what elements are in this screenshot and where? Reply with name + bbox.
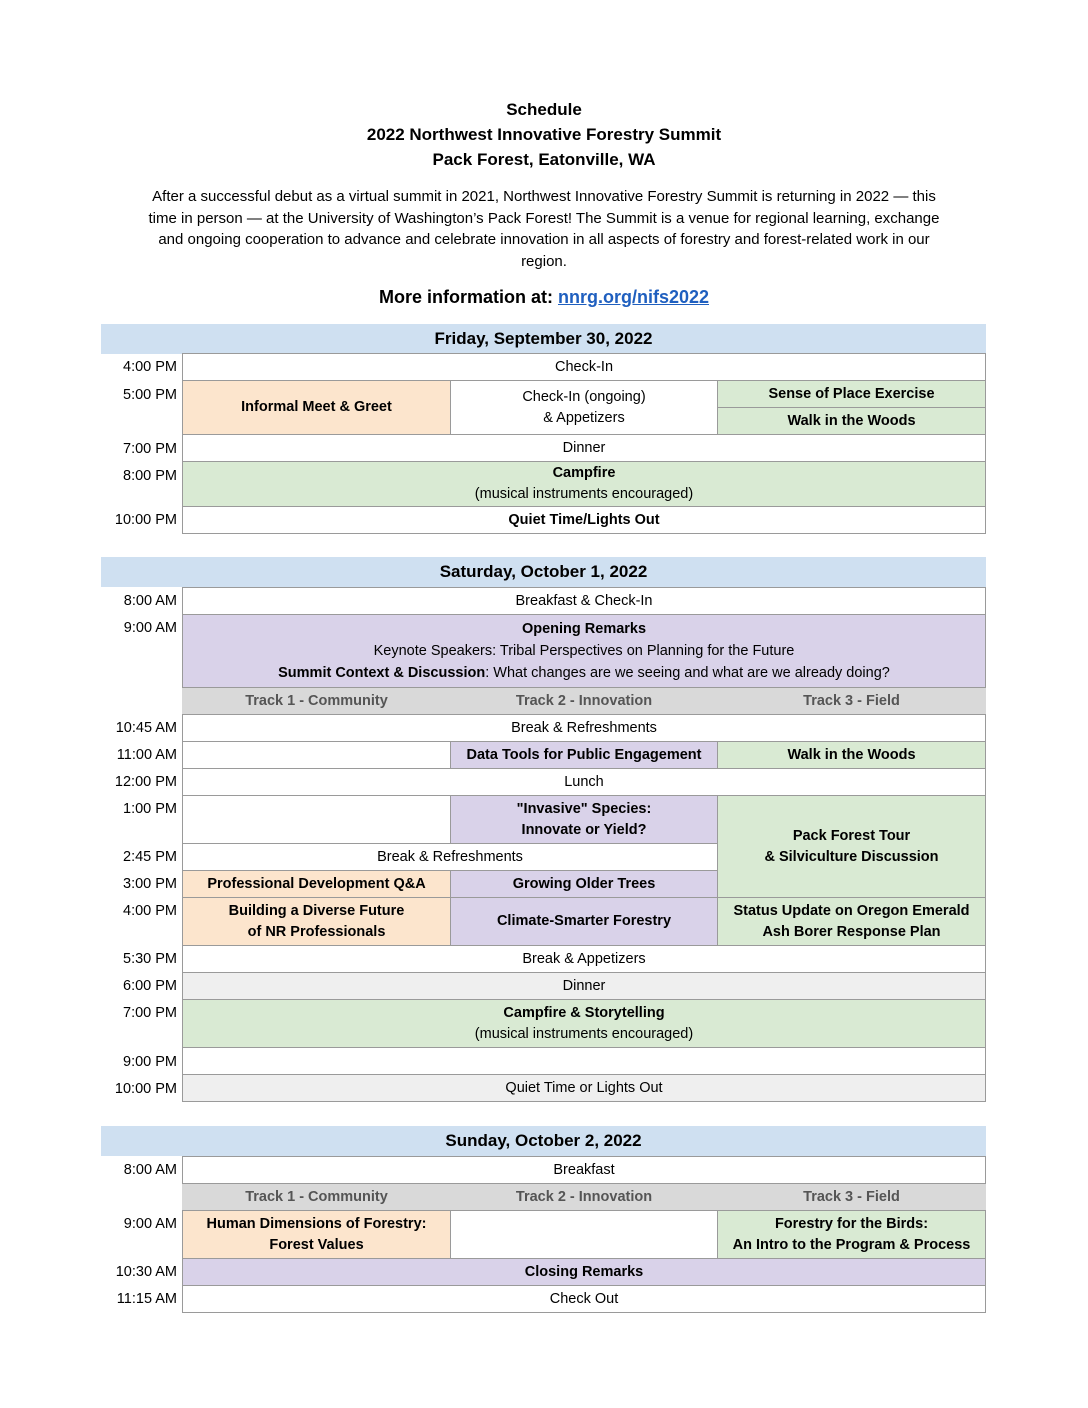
cell-line: Check-In (ongoing): [522, 388, 646, 405]
time-label: 10:45 AM: [115, 720, 177, 736]
time-label: 10:30 AM: [115, 1264, 177, 1280]
time-label: 7:00 PM: [123, 1005, 177, 1021]
cell-line: Innovate or Yield?: [521, 821, 647, 838]
time-label: 1:00 PM: [123, 801, 177, 817]
sat-empty-cell: [182, 741, 451, 769]
sat-older-trees: Growing Older Trees: [450, 870, 718, 898]
time-label: 4:00 PM: [123, 903, 177, 919]
event-location: Pack Forest, Eatonville, WA: [432, 150, 656, 169]
sun-closing-remarks: Closing Remarks: [182, 1258, 986, 1286]
cell-line: Campfire: [552, 465, 616, 481]
fri-meet-greet: Informal Meet & Greet: [182, 380, 451, 435]
cell-line: & Silviculture Discussion: [764, 848, 939, 865]
fri-sense-of-place: Sense of Place Exercise: [717, 380, 986, 408]
time-label: 2:45 PM: [123, 849, 177, 865]
fri-walk-woods: Walk in the Woods: [717, 407, 986, 435]
fri-campfire: [182, 461, 986, 507]
sat-breakfast: Breakfast & Check-In: [182, 587, 986, 615]
fri-dinner: Dinner: [182, 434, 986, 462]
track-1-label: Track 1 - Community: [182, 688, 451, 714]
time-label: 10:00 PM: [114, 1081, 177, 1097]
time-label: 9:00 PM: [123, 1054, 177, 1070]
context-rest: : What changes are we seeing and what are we already doing?: [485, 665, 890, 681]
time-label: 5:00 PM: [123, 387, 177, 403]
sunday-header: Sunday, October 2, 2022: [101, 1126, 986, 1156]
cell-line: "Invasive" Species:: [516, 800, 652, 817]
saturday-header: Saturday, October 1, 2022: [101, 557, 986, 587]
doc-label: Schedule: [506, 100, 582, 119]
time-label: 8:00 PM: [123, 468, 177, 484]
track-3-label: Track 3 - Field: [717, 1184, 986, 1210]
sat-invasive-species: [450, 795, 718, 844]
time-label: 11:00 AM: [116, 747, 177, 763]
cell-line: Forest Values: [269, 1236, 364, 1253]
time-label: 4:00 PM: [123, 359, 177, 375]
cell-line: Opening Remarks: [521, 621, 647, 637]
cell-line: (musical instruments encouraged): [474, 1025, 694, 1042]
time-label: 6:00 PM: [123, 978, 177, 994]
sat-walk-woods: Walk in the Woods: [717, 741, 986, 769]
cell-line: Forestry for the Birds:: [774, 1215, 929, 1232]
cell-line: of NR Professionals: [247, 923, 386, 940]
fri-quiet-time: Quiet Time/Lights Out: [182, 506, 986, 534]
sat-pack-forest-tour: [717, 795, 986, 898]
sat-break-2: Break & Refreshments: [182, 843, 718, 871]
cell-line: Ash Borer Response Plan: [762, 923, 941, 940]
sun-empty-cell: [450, 1210, 718, 1259]
time-label: 3:00 PM: [123, 876, 177, 892]
cell-line: Building a Diverse Future: [228, 902, 405, 919]
track-1-label: Track 1 - Community: [182, 1184, 451, 1210]
intro-line: and ongoing cooperation to advance and celebrate innovation in all aspects of forestry and forest-related work in our: [158, 231, 930, 248]
cell-line: Status Update on Oregon Emerald: [733, 902, 970, 919]
sat-climate-forestry: Climate-Smarter Forestry: [450, 897, 718, 946]
cell-line: & Appetizers: [543, 409, 625, 426]
cell-line: Keynote Speakers: Tribal Perspectives on Planning for the Future: [373, 643, 795, 659]
time-label: 5:30 PM: [123, 951, 177, 967]
track-3-label: Track 3 - Field: [717, 688, 986, 714]
time-label: 11:15 AM: [116, 1291, 177, 1307]
track-2-label: Track 2 - Innovation: [450, 1184, 718, 1210]
sat-lunch: Lunch: [182, 768, 986, 796]
time-label: 8:00 AM: [123, 1162, 177, 1178]
intro-line: After a successful debut as a virtual summit in 2021, Northwest Innovative Forestry Summit is returning in 2022 — this: [152, 188, 936, 205]
cell-line: [278, 662, 890, 684]
time-label: 12:00 PM: [114, 774, 177, 790]
sat-data-tools: Data Tools for Public Engagement: [450, 741, 718, 769]
time-label: 9:00 AM: [123, 1216, 177, 1232]
track-2-label: Track 2 - Innovation: [450, 688, 718, 714]
intro-paragraph: [112, 186, 976, 272]
cell-line: Pack Forest Tour: [792, 827, 911, 844]
sat-dinner: Dinner: [182, 972, 986, 1000]
sat-status-update: [717, 897, 986, 946]
time-label: 7:00 PM: [123, 441, 177, 457]
sat-opening-remarks: [182, 614, 986, 688]
time-label: 8:00 AM: [123, 593, 177, 609]
time-label: 9:00 AM: [123, 620, 177, 636]
cell-line: Campfire & Storytelling: [503, 1004, 665, 1021]
sat-quiet-time: Quiet Time or Lights Out: [182, 1074, 986, 1102]
more-info-link[interactable]: nnrg.org/nifs2022: [557, 287, 710, 307]
cell-line: Human Dimensions of Forestry:: [206, 1215, 427, 1232]
sat-break-1: Break & Refreshments: [182, 714, 986, 742]
fri-checkin-ongoing: [450, 380, 718, 435]
sun-human-dimensions: [182, 1210, 451, 1259]
friday-header: Friday, September 30, 2022: [101, 324, 986, 354]
more-info-label: More information at:: [378, 287, 558, 307]
context-bold: Summit Context & Discussion: [278, 665, 486, 681]
sat-empty-row: [182, 1047, 986, 1075]
sun-check-out: Check Out: [182, 1285, 986, 1313]
cell-line: (musical instruments encouraged): [474, 486, 694, 502]
more-info: [0, 287, 1088, 308]
cell-line: An Intro to the Program & Process: [732, 1236, 971, 1253]
sat-empty-cell: [182, 795, 451, 844]
sat-break-appetizers: Break & Appetizers: [182, 945, 986, 973]
sun-forestry-birds: [717, 1210, 986, 1259]
event-title: 2022 Northwest Innovative Forestry Summit: [366, 125, 722, 144]
sat-diverse-future: [182, 897, 451, 946]
intro-line: region.: [521, 252, 567, 270]
sat-campfire: [182, 999, 986, 1048]
sun-breakfast: Breakfast: [182, 1156, 986, 1184]
time-label: 10:00 PM: [114, 512, 177, 528]
sat-prof-dev: Professional Development Q&A: [182, 870, 451, 898]
intro-line: time in person — at the University of Washington’s Pack Forest! The Summit is a venue for regional learning, exchange: [148, 209, 940, 227]
fri-checkin: Check-In: [182, 353, 986, 381]
